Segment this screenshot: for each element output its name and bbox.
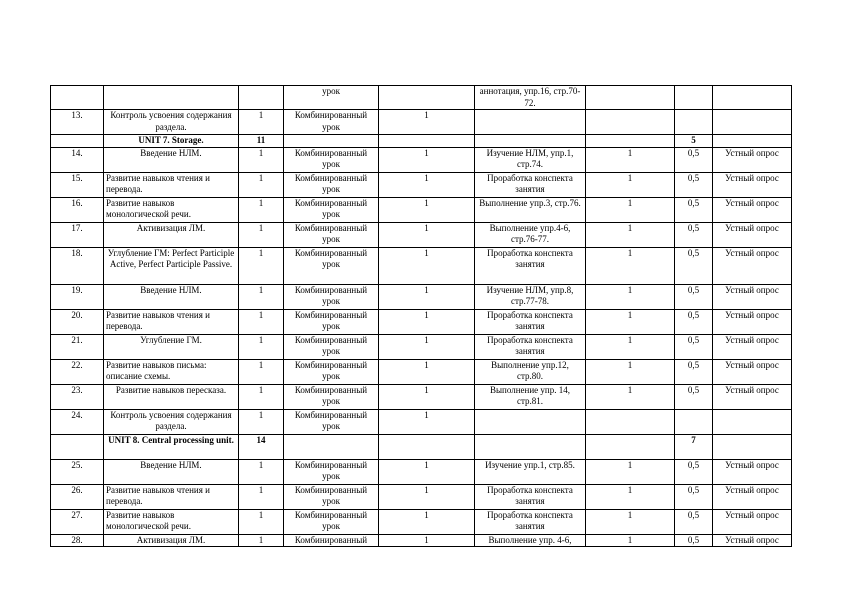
homework-cell: Выполнение упр. 14, стр.81. [475,384,586,409]
self-study-hours-cell: 1 [586,459,675,484]
grade-points-cell: 5 [675,135,713,148]
lesson-number-cell: 14. [51,147,104,172]
homework-cell: Выполнение упр.4-6, стр.76-77. [475,222,586,247]
self-study-hours-cell: 1 [586,284,675,309]
homework-cell: Проработка конспекта занятия [475,309,586,334]
hours-cell: 1 [239,147,284,172]
hours-cell: 1 [239,509,284,534]
homework-cell: Изучение упр.1, стр.85. [475,459,586,484]
grade-points-cell: 0,5 [675,247,713,284]
table-row [51,86,792,110]
classroom-hours-cell: 1 [379,484,475,509]
control-form-cell: Устный опрос [713,334,792,359]
grade-points-cell: 0,5 [675,459,713,484]
self-study-hours-cell [586,135,675,148]
lesson-type-cell [284,135,379,148]
topic-cell: Введение НЛМ. [104,147,239,172]
topic-cell: Контроль усвоения содержания раздела. [104,409,239,434]
self-study-hours-cell: 1 [586,509,675,534]
classroom-hours-cell: 1 [379,459,475,484]
control-form-cell: Устный опрос [713,172,792,197]
grade-points-cell: 0,5 [675,359,713,384]
self-study-hours-cell [586,409,675,434]
homework-cell: Изучение НЛМ, упр.1, стр.74. [475,147,586,172]
lesson-number-cell: 24. [51,409,104,434]
lesson-number-cell: 23. [51,384,104,409]
lesson-number-cell: 20. [51,309,104,334]
table-row [51,172,792,197]
homework-cell [475,409,586,434]
lesson-type-cell: Комбинированный урок [284,459,379,484]
classroom-hours-cell: 1 [379,247,475,284]
grade-points-cell: 0,5 [675,309,713,334]
control-form-cell: Устный опрос [713,147,792,172]
lesson-type-cell: Комбинированный урок [284,484,379,509]
control-form-cell: Устный опрос [713,222,792,247]
classroom-hours-cell: 1 [379,334,475,359]
hours-cell: 1 [239,459,284,484]
control-form-cell: Устный опрос [713,359,792,384]
homework-cell: Проработка конспекта занятия [475,247,586,284]
control-form-cell: Устный опрос [713,534,792,547]
table-row [51,384,792,409]
hours-cell: 1 [239,409,284,434]
topic-cell: Развитие навыков чтения и перевода. [104,309,239,334]
table-row [51,197,792,222]
table-row [51,247,792,284]
classroom-hours-cell: 1 [379,147,475,172]
lesson-type-cell: Комбинированный урок [284,197,379,222]
table-row [51,484,792,509]
lesson-number-cell: 26. [51,484,104,509]
lesson-number-cell: 15. [51,172,104,197]
self-study-hours-cell: 1 [586,359,675,384]
table-row [51,409,792,434]
control-form-cell [713,409,792,434]
classroom-hours-cell: 1 [379,384,475,409]
topic-cell: Развитие навыков чтения и перевода. [104,484,239,509]
self-study-hours-cell: 1 [586,247,675,284]
lesson-type-cell: Комбинированный урок [284,110,379,135]
grade-points-cell: 0,5 [675,172,713,197]
self-study-hours-cell: 1 [586,147,675,172]
topic-cell: Развитие навыков чтения и перевода. [104,172,239,197]
classroom-hours-cell: 1 [379,172,475,197]
classroom-hours-cell: 1 [379,309,475,334]
topic-cell: Развитие навыков пересказа. [104,384,239,409]
lesson-plan-table [50,85,792,547]
table-row [51,309,792,334]
lesson-number-cell: 27. [51,509,104,534]
control-form-cell [713,135,792,148]
topic-cell: Углубление ГМ: Perfect Participle Active, Perfect Participle Passive. [104,247,239,284]
grade-points-cell: 0,5 [675,222,713,247]
topic-cell: Развитие навыков монологической речи. [104,509,239,534]
lesson-type-cell [284,434,379,459]
topic-cell: Развитие навыков монологической речи. [104,197,239,222]
homework-cell: Изучение НЛМ, упр.8, стр.77-78. [475,284,586,309]
self-study-hours-cell: 1 [586,384,675,409]
hours-cell: 1 [239,534,284,547]
table-row [51,334,792,359]
self-study-hours-cell [586,86,675,110]
lesson-number-cell: 21. [51,334,104,359]
lesson-number-cell: 13. [51,110,104,135]
control-form-cell: Устный опрос [713,509,792,534]
homework-cell: Проработка конспекта занятия [475,509,586,534]
self-study-hours-cell: 1 [586,309,675,334]
classroom-hours-cell: 1 [379,197,475,222]
homework-cell: Проработка конспекта занятия [475,484,586,509]
topic-cell: Введение НЛМ. [104,459,239,484]
classroom-hours-cell: 1 [379,110,475,135]
self-study-hours-cell: 1 [586,484,675,509]
topic-cell: Активизация ЛМ. [104,222,239,247]
classroom-hours-cell: 1 [379,222,475,247]
topic-cell: Развитие навыков письма: описание схемы. [104,359,239,384]
hours-cell: 1 [239,222,284,247]
topic-cell: UNIT 8. Central processing unit. [104,434,239,459]
lesson-number-cell: 22. [51,359,104,384]
grade-points-cell: 0,5 [675,147,713,172]
homework-cell: Выполнение упр. 4-6, [475,534,586,547]
hours-cell: 1 [239,197,284,222]
control-form-cell [713,86,792,110]
hours-cell: 1 [239,334,284,359]
self-study-hours-cell [586,110,675,135]
homework-cell: Выполнение упр.12, стр.80. [475,359,586,384]
hours-cell: 1 [239,309,284,334]
table-row [51,459,792,484]
hours-cell: 1 [239,384,284,409]
hours-cell: 11 [239,135,284,148]
control-form-cell: Устный опрос [713,384,792,409]
classroom-hours-cell: 1 [379,409,475,434]
control-form-cell: Устный опрос [713,309,792,334]
lesson-type-cell: Комбинированный урок [284,334,379,359]
table-row [51,534,792,547]
homework-cell: Проработка конспекта занятия [475,172,586,197]
hours-cell: 1 [239,284,284,309]
homework-cell: Выполнение упр.3, стр.76. [475,197,586,222]
lesson-number-cell: 18. [51,247,104,284]
homework-cell: аннотация, упр.16, стр.70-72. [475,86,586,110]
classroom-hours-cell: 1 [379,534,475,547]
control-form-cell [713,110,792,135]
grade-points-cell: 0,5 [675,197,713,222]
classroom-hours-cell: 1 [379,359,475,384]
lesson-number-cell: 16. [51,197,104,222]
lesson-type-cell: Комбинированный урок [284,359,379,384]
hours-cell: 1 [239,172,284,197]
table-row [51,222,792,247]
homework-cell [475,110,586,135]
table-row [51,135,792,148]
hours-cell: 1 [239,247,284,284]
self-study-hours-cell [586,434,675,459]
hours-cell [239,86,284,110]
lesson-number-cell: 19. [51,284,104,309]
grade-points-cell [675,110,713,135]
grade-points-cell [675,86,713,110]
hours-cell: 1 [239,110,284,135]
classroom-hours-cell: 1 [379,509,475,534]
topic-cell: UNIT 7. Storage. [104,135,239,148]
topic-cell: Активизация ЛМ. [104,534,239,547]
homework-cell [475,135,586,148]
control-form-cell: Устный опрос [713,197,792,222]
self-study-hours-cell: 1 [586,334,675,359]
grade-points-cell: 0,5 [675,284,713,309]
lesson-type-cell: Комбинированный урок [284,384,379,409]
topic-cell [104,86,239,110]
grade-points-cell [675,409,713,434]
hours-cell: 1 [239,484,284,509]
classroom-hours-cell [379,434,475,459]
topic-cell: Введение НЛМ. [104,284,239,309]
hours-cell: 1 [239,359,284,384]
control-form-cell: Устный опрос [713,484,792,509]
control-form-cell: Устный опрос [713,284,792,309]
homework-cell [475,434,586,459]
table-row [51,147,792,172]
topic-cell: Углубление ГМ. [104,334,239,359]
control-form-cell: Устный опрос [713,247,792,284]
lesson-type-cell: Комбинированный урок [284,509,379,534]
table-row [51,509,792,534]
classroom-hours-cell: 1 [379,284,475,309]
lesson-plan-body [51,86,792,547]
grade-points-cell: 0,5 [675,484,713,509]
table-row [51,110,792,135]
classroom-hours-cell [379,135,475,148]
lesson-type-cell: Комбинированный урок [284,284,379,309]
grade-points-cell: 0,5 [675,384,713,409]
lesson-type-cell: Комбинированный урок [284,172,379,197]
grade-points-cell: 0,5 [675,334,713,359]
self-study-hours-cell: 1 [586,172,675,197]
lesson-type-cell: Комбинированный [284,534,379,547]
lesson-type-cell: Комбинированный урок [284,409,379,434]
classroom-hours-cell [379,86,475,110]
lesson-number-cell [51,434,104,459]
control-form-cell [713,434,792,459]
lesson-number-cell: 25. [51,459,104,484]
lesson-type-cell: урок [284,86,379,110]
lesson-number-cell [51,86,104,110]
lesson-type-cell: Комбинированный урок [284,222,379,247]
control-form-cell: Устный опрос [713,459,792,484]
self-study-hours-cell: 1 [586,197,675,222]
table-row [51,434,792,459]
grade-points-cell: 0,5 [675,509,713,534]
lesson-number-cell: 28. [51,534,104,547]
grade-points-cell: 0,5 [675,534,713,547]
topic-cell: Контроль усвоения содержания раздела. [104,110,239,135]
lesson-type-cell: Комбинированный урок [284,309,379,334]
self-study-hours-cell: 1 [586,222,675,247]
table-row [51,359,792,384]
hours-cell: 14 [239,434,284,459]
lesson-number-cell [51,135,104,148]
lesson-number-cell: 17. [51,222,104,247]
table-row [51,284,792,309]
lesson-type-cell: Комбинированный урок [284,247,379,284]
lesson-type-cell: Комбинированный урок [284,147,379,172]
grade-points-cell: 7 [675,434,713,459]
homework-cell: Проработка конспекта занятия [475,334,586,359]
self-study-hours-cell: 1 [586,534,675,547]
